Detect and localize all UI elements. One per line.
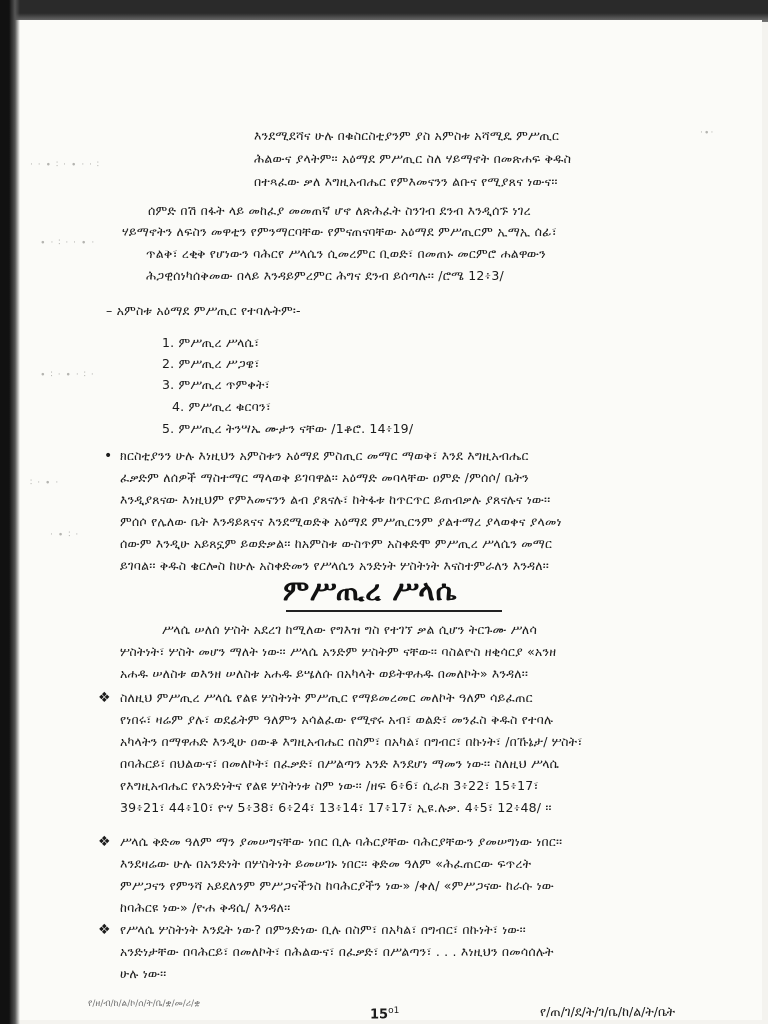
bullet-line: አካላትን በማዋሐድ እንዲሁ ዐውቆ እግዚአብሔር በስም፣ በአካል፣ በግብር፣ በኩነት፣ /በኹኔታ/ ሦስት፣: [120, 734, 583, 749]
bullet-line: ሥላሴ ቅድመ ዓለም ማን ያመሠግናቸው ነበር ቢሉ ባሕርያቸው ባሕርያቸውን ያመሠግነው ነበር፡፡: [120, 834, 563, 849]
paragraph-line: ክርስቲያንን ሁሉ እነዚህን አምስቱን አዕማደ ምስጢር መማር ማወቅ፣ እንደ እግዚአብሔር: [120, 448, 529, 463]
bleed-noise: ∶ · ∙ ·: [30, 478, 60, 488]
bullet-line: ስለዚህ ምሥጢረ ሥላሴ የልዩ ሦስትነት ምሥጢር የማይመረመር መለኮት ዓለም ሳይፈጠር: [120, 690, 533, 705]
bleed-noise: · ∙ ∶ ·: [50, 530, 80, 540]
bullet-line: 39፥21፣ 44፥10፣ ዮሃ 5፥38፣ 6፥24፣ 13፥14፣ 17፥17፣ ኢዩ.ሉቃ. 4፥5፣ 12፥48/ ፡፡: [120, 800, 552, 815]
bleed-noise: ∙ · ∶ · · ∙ ·: [40, 238, 96, 248]
diamond-bullet-icon: ❖: [98, 690, 111, 706]
list-item: 4. ምሥጢረ ቁርባን፣: [172, 399, 272, 414]
definition-line: ሦስትነት፣ ሦስት መሆን ማለት ነው፡፡ ሥላሴ አንድም ሦስትም ናቸው፡፡ ባስልዮስ ዘቂሳርያ «አንዘ: [120, 644, 557, 659]
list-item: 5. ምሥጢረ ትንሣኤ ሙታን ናቸው /1ቆሮ. 14፥19/: [162, 421, 414, 436]
bullet-line: እንደዛሬው ሁሉ በአንድነት በሦስትነት ይመሠገኑ ነበር፡፡ ቅድመ ዓለም «ሕፈጠርው ፍጥረት: [120, 856, 532, 871]
paragraph-line: ሰውም እንዲሁ አይጸኗም ይወድቃል፡፡ ከአምስቱ ውስጥም አስቀድሞ ምሥጢረ ሥላሴን መማር: [120, 536, 553, 551]
bleed-noise: ∙ ∶ · ∙ · ∶ ·: [40, 370, 95, 380]
intro-line: ሕጋዊሰነካሰቅመው በላይ እንዳይምረምር ሕግና ደንብ ይሰጣሉ፡፡ /ሮሜ 12፥3/: [146, 268, 504, 283]
bullet-line: አንድነታቸው በባሕርይ፣ በመለኮት፣ በሕልውና፣ በፈቃድ፣ በሥልጣን፣ . . . እነዚህን በመሳሰሉት: [120, 944, 554, 959]
paragraph-line: ፈቃድም ለሰዎች ማስተማር ማላወቅ ይገባዋል፡፡ አዕማድ መባላቸው ዐምድ /ምሰሶ/ ቤትን: [120, 470, 529, 485]
bullet-line: የነበሩ፣ ዛሬም ያሉ፣ ወደፊትም ዓለምን አሳልፈው የሚኖሩ አብ፣ ወልድ፣ መንፈስ ቅዱስ የተባሉ: [120, 712, 554, 727]
intro-line: እንደሚደሻና ሁሉ በቁስርስቲያንም ያስ አምስቱ አሻሚዴ ምሥጢር: [254, 128, 560, 143]
bullet-line: የእግዚአብሔር የአንድነትና የልዩ ሦስትነቱ ስም ነው፡፡ /ዘፍ 6፥6፣ ሲራክ 3፥22፣ 15፥17፣: [120, 778, 539, 793]
heading-underline: [286, 610, 502, 612]
page-number: [370, 1006, 399, 1022]
diamond-bullet-icon: ❖: [98, 834, 111, 850]
scan-top-edge: [0, 0, 768, 22]
intro-line: ጥልቅ፣ ረቂቅ የሆነውን ባሕርየ ሥላሴን ሲመረምር ቢወድ፣ በመጠኑ መርምሮ ሐልዋውን: [146, 246, 546, 261]
intro-line: በተጻፈው ቃለ እግዚአብሔር የምእመናንን ልቡና የሚያጸና ነውና፡፡: [254, 174, 558, 189]
paragraph-line: ምሰሶ የሌለው ቤት እንዳይጸናና እንደሚወድቅ አዕማደ ምሥጢርንም ያልተማረ ያላወቀና ያላመነ: [120, 514, 562, 529]
definition-line: አሐዱ ሠለስቱ ወእንዘ ሠለስቱ አሐዱ ይሤለሱ በአካላት ወይትዋሐዱ በመለኮት» እንዳለ፡፡: [120, 666, 529, 681]
section-heading: ምሥጢረ ሥላሴ: [283, 574, 458, 607]
list-item: 3. ምሥጢረ ጥምቀት፣: [162, 377, 270, 392]
bullet-line: በባሕርይ፣ በህልውና፣ በመለኮት፣ በፈቃድ፣ በሥልጣን አንድ እንደሆነ ማመን ነው፡፡ ስለዚህ ሥላሴ: [120, 756, 560, 771]
list-item: 1. ምሥጢረ ሥላሴ፣: [162, 335, 260, 350]
paragraph-line: እንዲያጸናው እነዚህም የምእመናንን ልብ ያጸናሉ፣ ከትፋቱ ከጥርጥር ይጠብቃሉ ያጸናሉና ነው፡፡: [120, 492, 551, 507]
bullet-line: የሥላሴ ሦስትነት እንዴት ነው? በምንድነው ቢሉ በስም፣ በአካል፣ በግብር፣ በኩነት፣ ነው፡፡: [120, 922, 526, 937]
intro-line: ሕልውና ያላትም፡፡ አዕማደ ምሥጢር ስለ ሃይማኖት በመጽሐፍ ቅዱስ: [254, 151, 572, 166]
list-intro: – አምስቱ አዕማደ ምሥጢር የተባሉትም፡-: [106, 303, 301, 318]
bullet-line: ምሥጋናን የምንሻ አይደለንም ምሥጋናችንስ ከባሕርያችን ነው» /ቀለ/ «ምሥጋናው ከራሱ ነው: [120, 878, 554, 893]
paragraph-line: ይገባል፡፡ ቅዱስ ቄርሎስ ከሁሉ አስቀድመን የሥላሴን አንድነት ሦስትነት እናስተምራለን እንዳለ፡፡: [120, 558, 550, 573]
bleed-noise: ·∙·: [700, 128, 715, 138]
page-number-value: 15: [370, 1007, 389, 1023]
bleed-noise: · · ∙ ∶ · ∙ · · ∶: [30, 160, 101, 170]
intro-line: ሰምድ በሽ በፋት ላይ መከፈያ መመጠኛ ሆኖ ለጽሕፈት ስንገብ ደንብ እንዲሰኙ ነገረ: [148, 203, 531, 218]
bullet-dot-icon: •: [104, 448, 113, 464]
diamond-bullet-icon: ❖: [98, 922, 111, 938]
bullet-line: ሁሉ ነው፡፡: [120, 966, 167, 981]
page-number-suffix: o1: [388, 1006, 400, 1016]
bullet-line: ከባሕርዩ ነው» /ዮሐ ቅዳሴ/ እንዳለ፡፡: [120, 900, 291, 915]
scan-left-edge: [0, 0, 20, 1024]
definition-line: ሥላሴ ሠለሰ ሦስት አደረገ ከሚለው የግእዝ ግስ የተገኘ ቃል ሲሆን ትርጉሙ ሥለሳ: [162, 622, 537, 637]
list-item: 2. ምሥጢረ ሥጋዌ፣: [162, 356, 260, 371]
intro-line: ሃይማኖትን ለፍስን መዋቲን የምንማርባቸው የምናጠናባቸው አዕማደ ምሥጢርም ኢማኢ ሰፊ፣: [122, 224, 557, 239]
footer-right-text: የ/ጠ/ገ/ደ/ት/ገ/ቤ/ከ/ል/ት/ቤት: [540, 1004, 676, 1019]
footer-left-text: የ/ዘ/ብ/ከ/ል/ኮ/ሰ/ት/ቤ/ቋ/መ/ሪ/ቋ: [88, 999, 201, 1009]
